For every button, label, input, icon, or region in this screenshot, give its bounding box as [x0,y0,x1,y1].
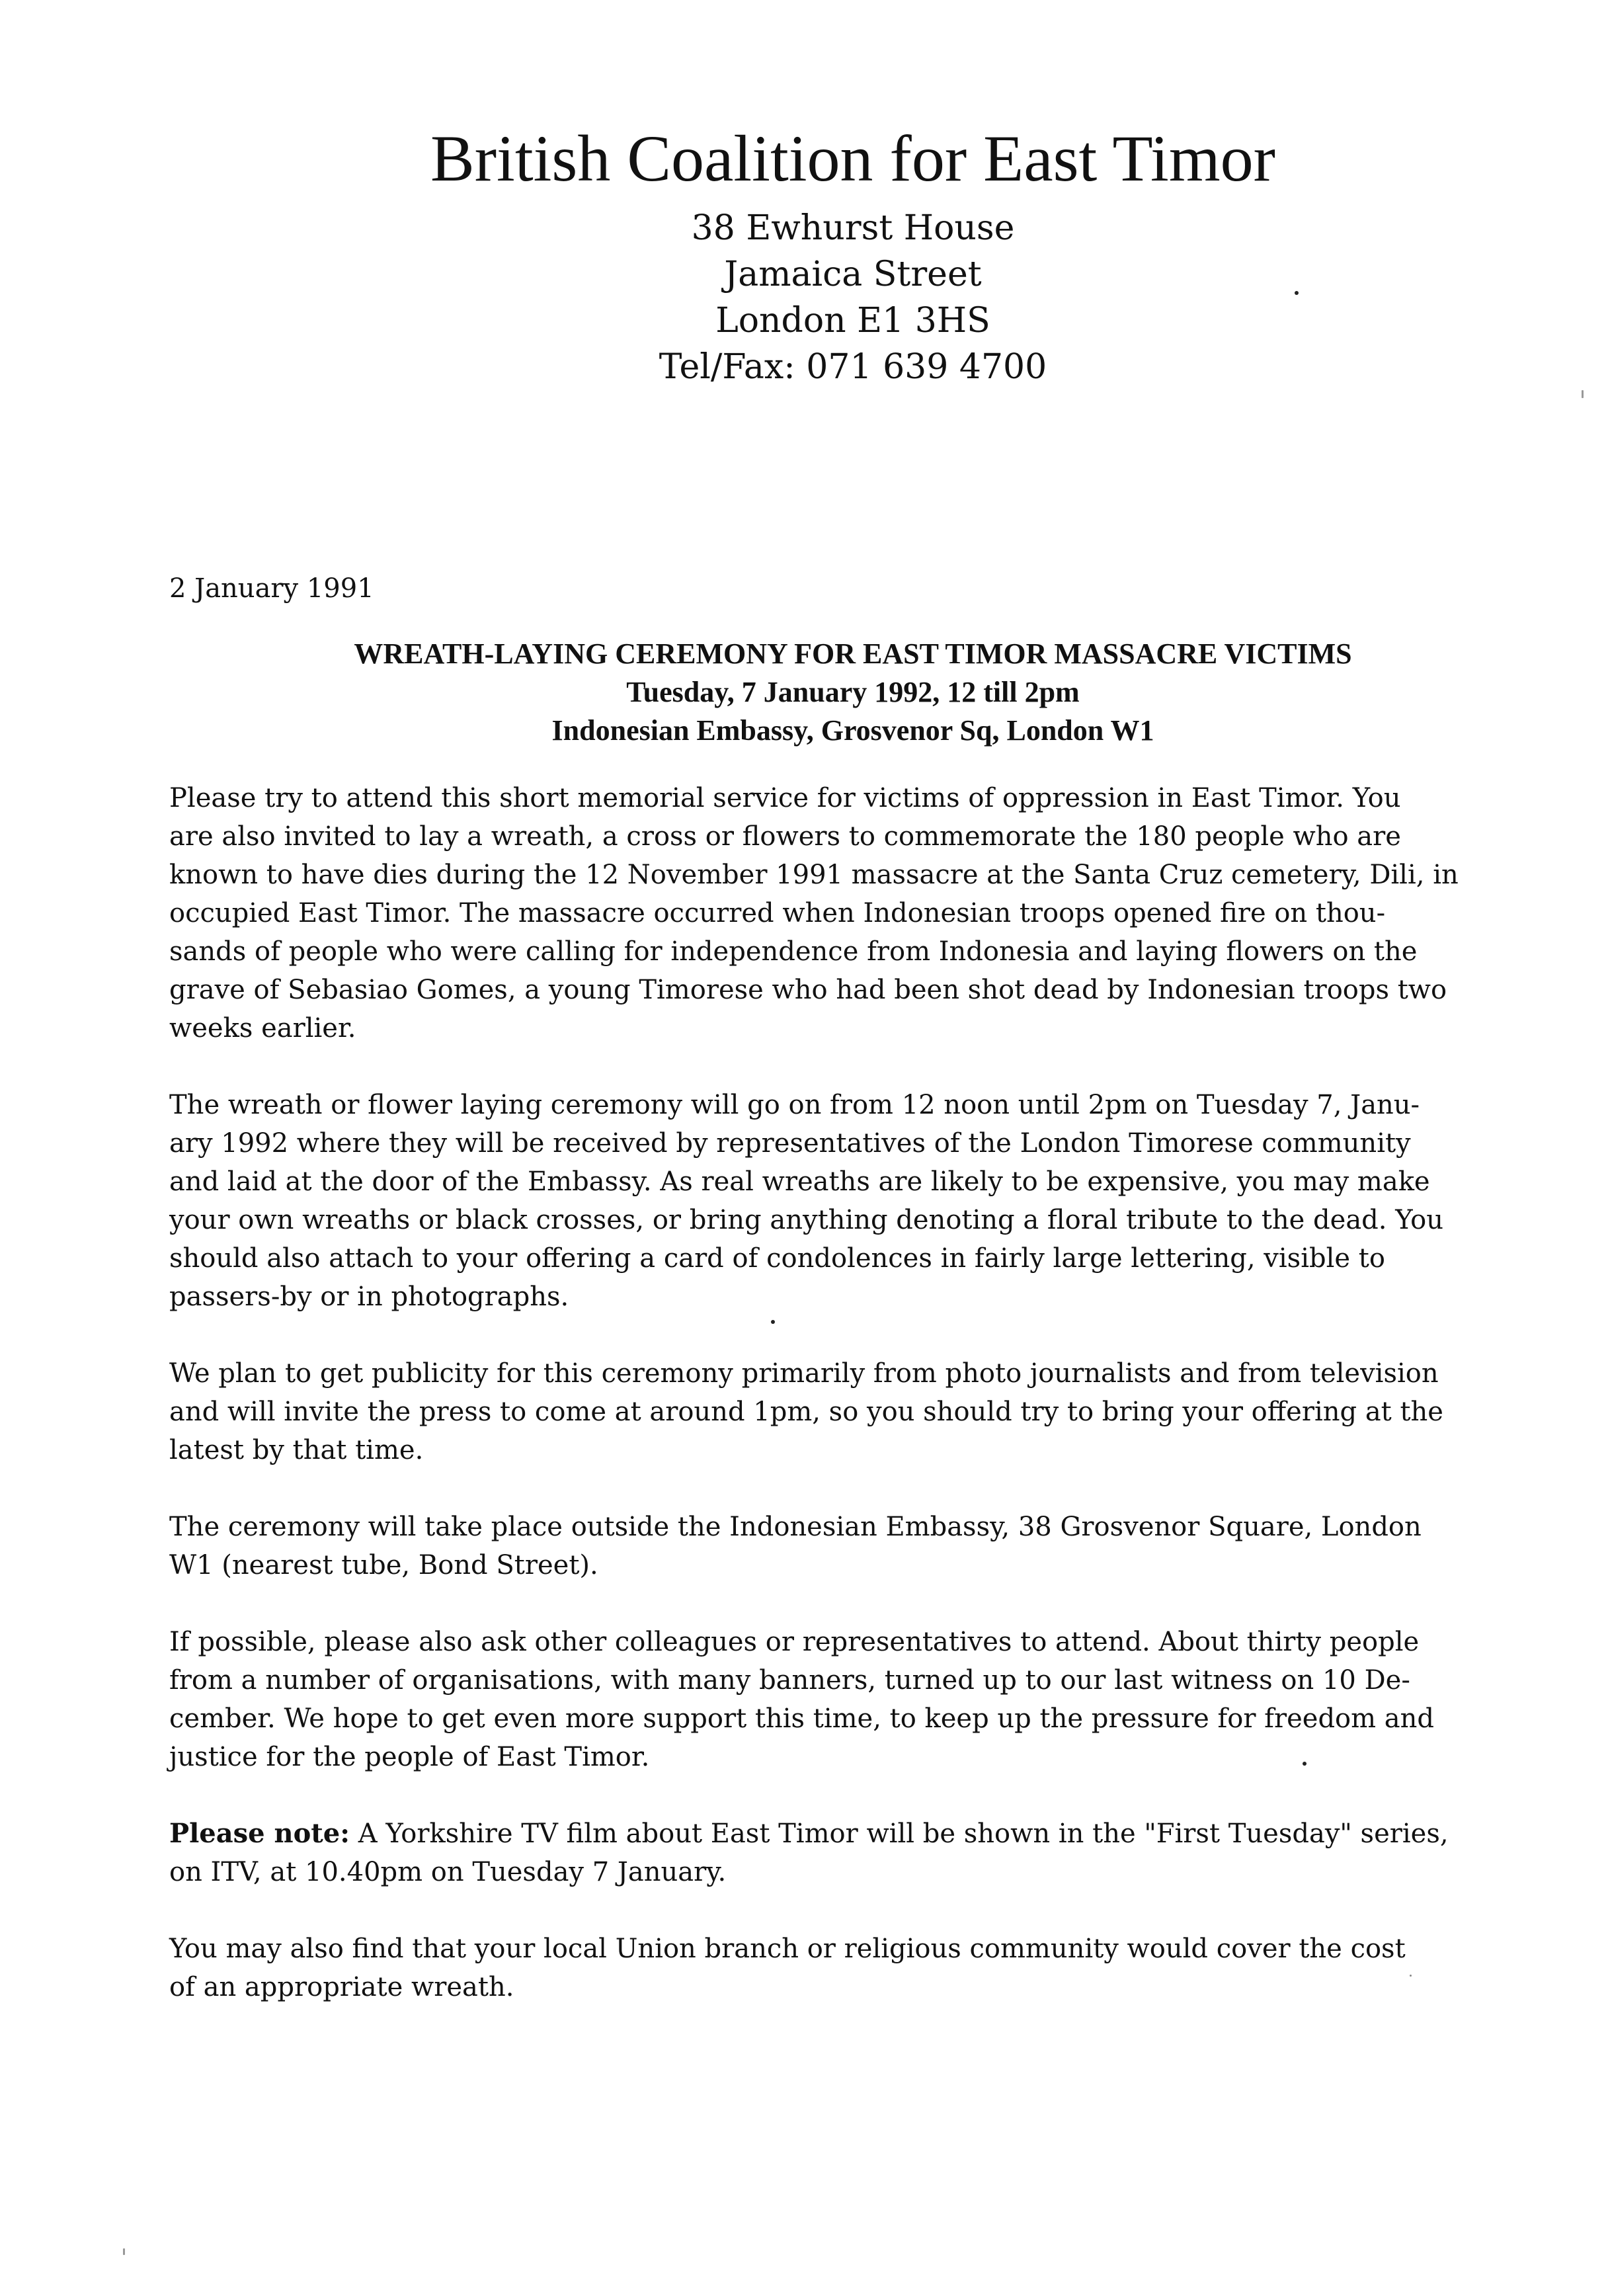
text-line: justice for the people of East Timor. [169,1742,650,1772]
text-line: W1 (nearest tube, Bond Street). [169,1550,598,1580]
text-line: and will invite the press to come at around 1pm, so you should try to bring your offering at the [169,1397,1443,1427]
scan-speck [1410,1975,1412,1977]
text-line: We plan to get publicity for this ceremony primarily from photo journalists and from television [169,1358,1439,1389]
text-line: occupied East Timor. The massacre occurred when Indonesian troops opened fire on thou- [169,898,1386,928]
note-text: A Yorkshire TV film about East Timor will be shown in the "First Tuesday" series, [350,1819,1449,1849]
event-time: Tuesday, 7 January 1992, 12 till 2pm [626,676,1080,708]
text-line: ary 1992 where they will be received by representatives of the London Timorese community [169,1128,1411,1159]
letterhead-address [555,205,1150,390]
text-line: of an appropriate wreath. [169,1972,514,2002]
letter-date: 2 January 1991 [169,573,374,604]
text-line: and laid at the door of the Embassy. As real wreaths are likely to be expensive, you may make [169,1167,1430,1197]
text-line: your own wreaths or black crosses, or bring anything denoting a floral tribute to the dead. You [169,1205,1443,1235]
paragraph-ceremony-details [169,1086,1498,1316]
note-label: Please note: [169,1818,350,1849]
text-line: Please try to attend this short memorial service for victims of oppression in East Timor. You [169,783,1401,813]
text-line: known to have dies during the 12 November 1991 massacre at the Santa Cruz cemetery, Dili, in [169,860,1459,890]
text-line: passers-by or in photographs. [169,1282,569,1312]
address-line: Jamaica Street [724,255,982,294]
text-line: on ITV, at 10.40pm on Tuesday 7 January. [169,1857,727,1887]
text-line [169,1815,1498,1853]
text-line: You may also find that your local Union branch or religious community would cover the cost [169,1934,1406,1964]
text-line: latest by that time. [169,1435,424,1465]
text-line: If possible, please also ask other colleagues or representatives to attend. About thirty people [169,1627,1420,1657]
event-title: WREATH-LAYING CEREMONY FOR EAST TIMOR MASSACRE VICTIMS [354,637,1352,670]
text-line: cember. We hope to get even more support this time, to keep up the pressure for freedom and [169,1703,1434,1734]
paragraph-tv-note [169,1815,1498,1891]
text-line: The wreath or flower laying ceremony will go on from 12 noon until 2pm on Tuesday 7, Janu- [169,1090,1420,1120]
event-heading [225,635,1481,750]
paragraph-publicity [169,1354,1498,1469]
paragraph-union-cost [169,1930,1498,2006]
text-line: from a number of organisations, with many banners, turned up to our last witness on 10 De- [169,1665,1410,1696]
scan-speck [1295,291,1299,295]
address-line: 38 Ewhurst House [691,208,1015,248]
paragraph-location [169,1508,1498,1584]
text-line: sands of people who were calling for independence from Indonesia and laying flowers on the [169,936,1418,967]
paragraph-attendance [169,1623,1498,1776]
scan-speck [771,1320,775,1324]
scan-speck [123,2248,125,2255]
address-line: London E1 3HS [715,301,990,341]
text-line: The ceremony will take place outside the Indonesian Embassy, 38 Grosvenor Square, London [169,1512,1422,1542]
organization-title: British Coalition for East Timor [430,122,1275,195]
address-line-telfax: Tel/Fax: 071 639 4700 [659,347,1047,387]
scan-speck [1303,1762,1306,1766]
letter-body [169,779,1498,2045]
text-line: should also attach to your offering a card of condolences in fairly large lettering, visible to [169,1243,1385,1274]
scan-speck [1582,390,1584,398]
text-line: are also invited to lay a wreath, a cross or flowers to commemorate the 180 people who are [169,821,1401,852]
text-line: weeks earlier. [169,1013,356,1044]
paragraph-memorial [169,779,1498,1047]
event-location: Indonesian Embassy, Grosvenor Sq, London W1 [551,714,1154,747]
text-line: grave of Sebasiao Gomes, a young Timorese who had been shot dead by Indonesian troops two [169,975,1447,1005]
